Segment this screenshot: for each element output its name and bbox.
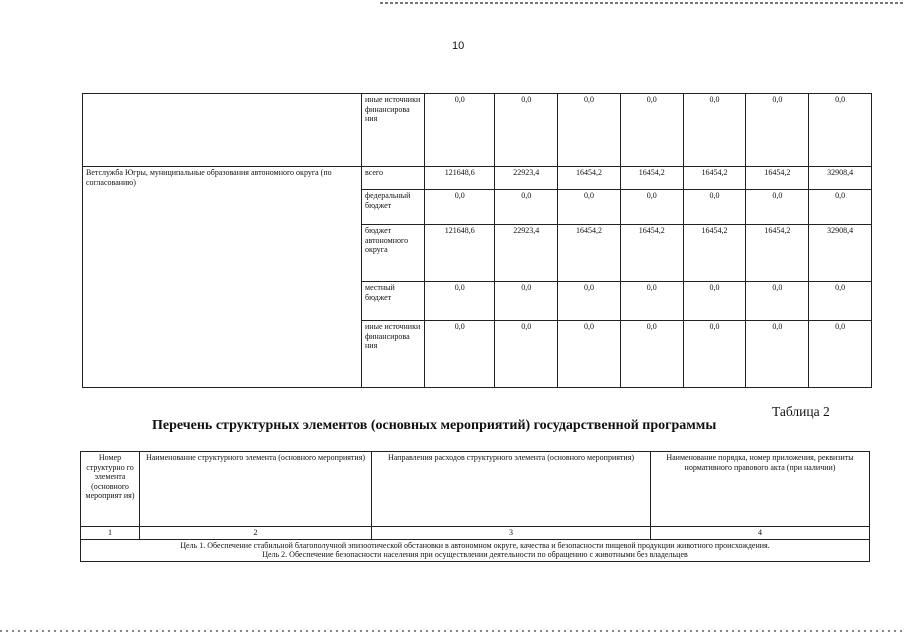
header-cell-legal-act: Наименование порядка, номер приложения, реквизиты нормативного правового акта (при наличии) <box>651 452 870 527</box>
amount-cell: 0,0 <box>425 190 495 225</box>
amount-cell: 0,0 <box>683 321 746 388</box>
amount-cell: 0,0 <box>495 321 558 388</box>
amount-cell: 0,0 <box>746 94 809 167</box>
table-title: Перечень структурных элементов (основных мероприятий) государственной программы <box>152 418 717 433</box>
amount-cell: 0,0 <box>746 321 809 388</box>
amount-cell: 32908,4 <box>809 167 872 190</box>
amount-cell: 0,0 <box>746 190 809 225</box>
column-number-row <box>81 527 870 540</box>
amount-cell: 121648,6 <box>425 225 495 282</box>
amount-cell: 0,0 <box>620 282 683 321</box>
col-number-4: 4 <box>651 527 870 540</box>
financing-table <box>82 93 872 388</box>
amount-cell: 0,0 <box>809 190 872 225</box>
goal-1-text: Цель 1. Обеспечение стабильной благополучной эпизоотической обстановки в автономном округе, качества и безопасности пищевой продукции животного происхождения. <box>180 540 770 550</box>
funding-source-cell: федеральный бюджет <box>362 190 425 225</box>
amount-cell: 0,0 <box>683 282 746 321</box>
amount-cell: 16454,2 <box>620 225 683 282</box>
table-caption: Таблица 2 <box>772 404 830 419</box>
amount-cell: 121648,6 <box>425 167 495 190</box>
funding-source-cell: бюджет автономного округа <box>362 225 425 282</box>
funding-source-cell: местный бюджет <box>362 282 425 321</box>
responsible-org-cell <box>83 94 362 167</box>
amount-cell: 22923,4 <box>495 225 558 282</box>
amount-cell: 0,0 <box>620 94 683 167</box>
amount-cell: 16454,2 <box>683 225 746 282</box>
amount-cell: 16454,2 <box>558 167 621 190</box>
amount-cell: 0,0 <box>809 321 872 388</box>
amount-cell: 0,0 <box>620 321 683 388</box>
header-cell-name: Наименование структурного элемента (основного мероприятия) <box>140 452 372 527</box>
responsible-org-cell: Ветслужба Югры, муниципальные образования автономного округа (по согласованию) <box>83 167 362 388</box>
funding-source-cell: всего <box>362 167 425 190</box>
funding-source-cell: иные источники финансирова ния <box>362 321 425 388</box>
amount-cell: 0,0 <box>495 94 558 167</box>
amount-cell: 0,0 <box>809 282 872 321</box>
col-number-3: 3 <box>372 527 651 540</box>
financing-row <box>83 167 872 190</box>
amount-cell: 16454,2 <box>558 225 621 282</box>
amount-cell: 0,0 <box>683 190 746 225</box>
amount-cell: 0,0 <box>558 282 621 321</box>
header-cell-number: Номер структурно го элемента (основного мероприят ия) <box>81 452 140 527</box>
amount-cell: 0,0 <box>425 282 495 321</box>
scan-edge-top <box>380 2 905 4</box>
amount-cell: 0,0 <box>558 321 621 388</box>
funding-source-cell: иные источники финансирова ния <box>362 94 425 167</box>
amount-cell: 0,0 <box>620 190 683 225</box>
amount-cell: 22923,4 <box>495 167 558 190</box>
goal-row <box>81 539 870 561</box>
amount-cell: 0,0 <box>809 94 872 167</box>
col-number-1: 1 <box>81 527 140 540</box>
header-row <box>81 452 870 527</box>
financing-row <box>83 94 872 167</box>
amount-cell: 16454,2 <box>746 225 809 282</box>
amount-cell: 16454,2 <box>683 167 746 190</box>
amount-cell: 0,0 <box>495 190 558 225</box>
amount-cell: 0,0 <box>495 282 558 321</box>
page-number: 10 <box>452 40 465 52</box>
header-cell-directions: Направления расходов структурного элемента (основного мероприятия) <box>372 452 651 527</box>
amount-cell: 0,0 <box>425 94 495 167</box>
goal-2-text: Цель 2. Обеспечение безопасности населения при осуществлении деятельности по обращению с животными без владельцев <box>262 550 688 559</box>
amount-cell: 0,0 <box>558 190 621 225</box>
amount-cell: 16454,2 <box>620 167 683 190</box>
amount-cell: 0,0 <box>425 321 495 388</box>
structural-elements-table <box>80 451 870 562</box>
goal-cell <box>81 539 870 561</box>
amount-cell: 0,0 <box>683 94 746 167</box>
scan-edge-bottom <box>0 630 905 632</box>
col-number-2: 2 <box>140 527 372 540</box>
amount-cell: 32908,4 <box>809 225 872 282</box>
amount-cell: 0,0 <box>746 282 809 321</box>
amount-cell: 16454,2 <box>746 167 809 190</box>
amount-cell: 0,0 <box>558 94 621 167</box>
